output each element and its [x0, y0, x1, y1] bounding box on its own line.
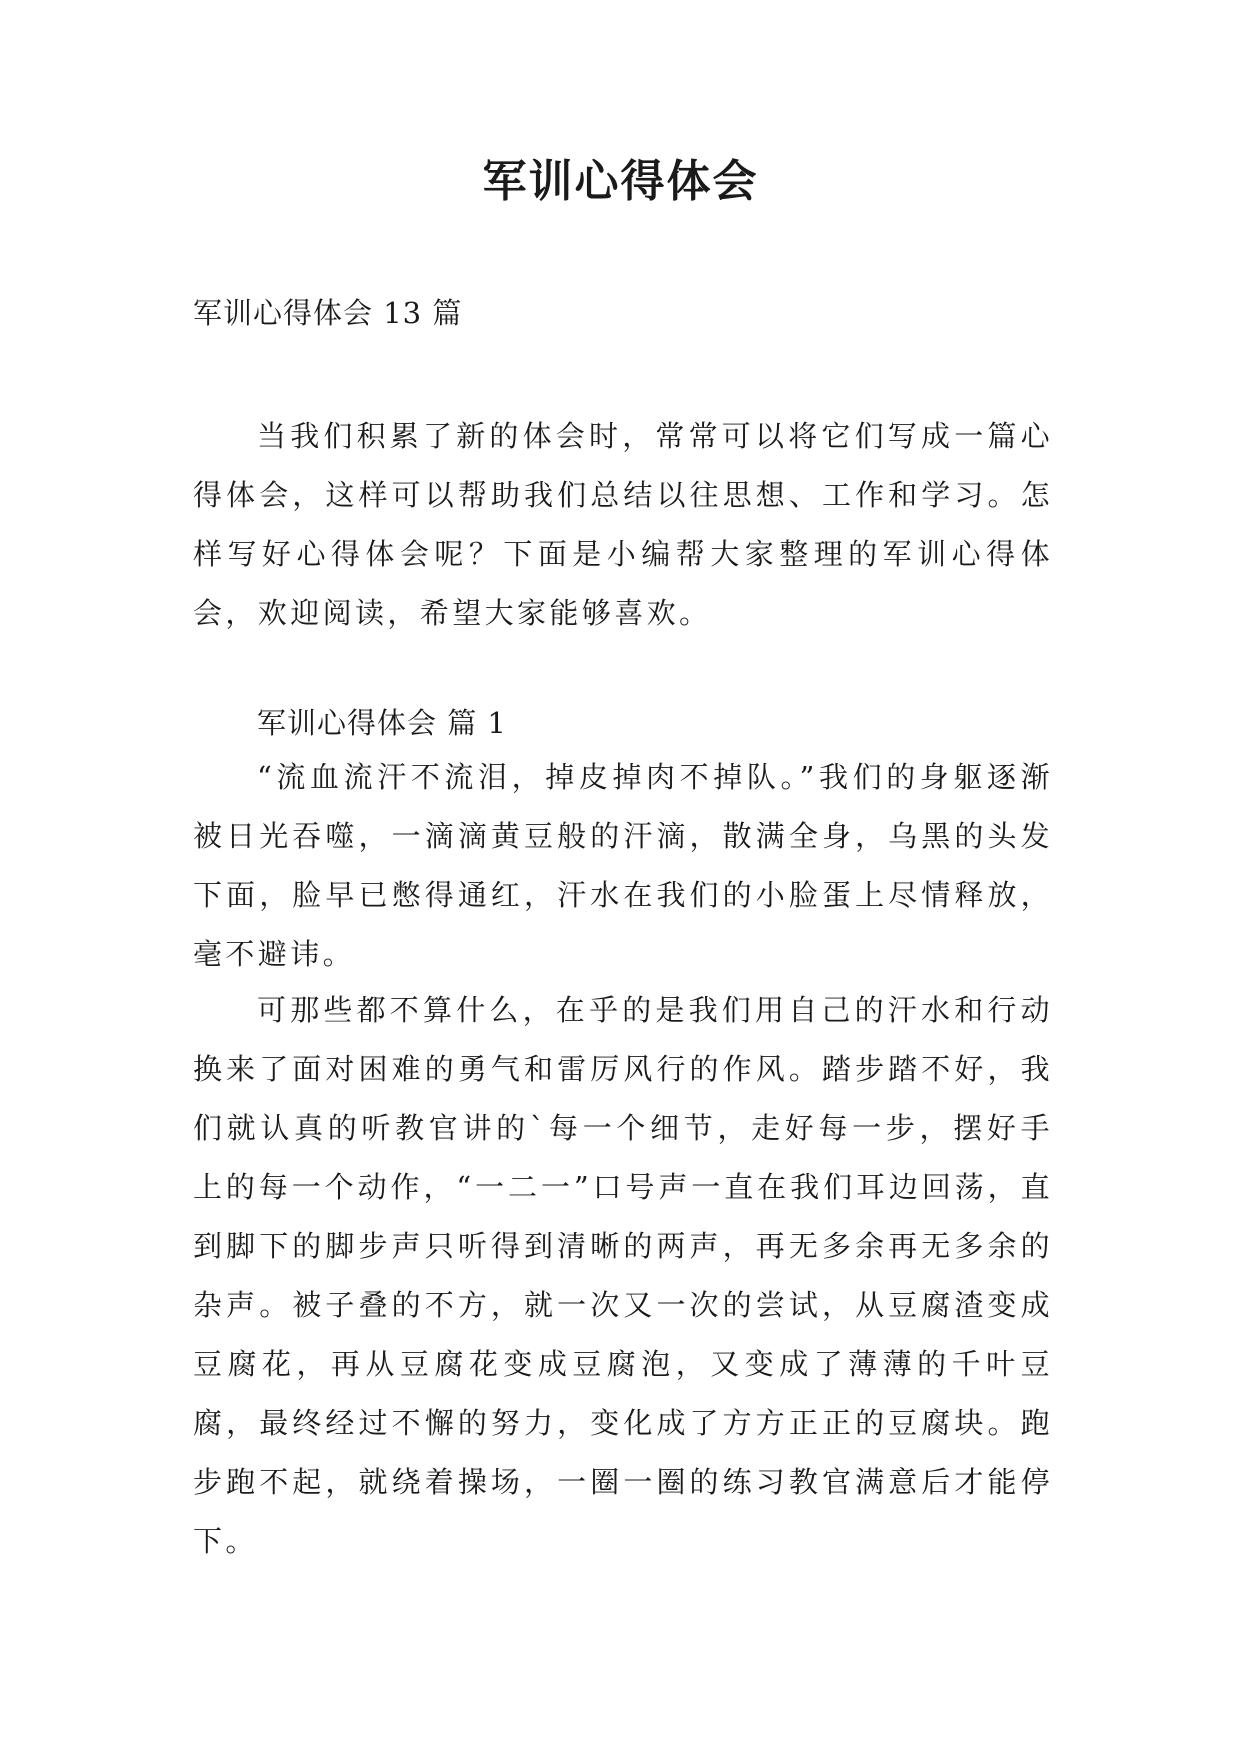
- intro-paragraph: 当我们积累了新的体会时，常常可以将它们写成一篇心得体会，这样可以帮助我们总结以往思想、工作和学习。怎样写好心得体会呢？下面是小编帮大家整理的军训心得体会，欢迎阅读，希望大家能够喜欢。: [193, 419, 1053, 630]
- section-heading: 军训心得体会 篇 1: [257, 706, 507, 740]
- body-paragraph: 可那些都不算什么，在乎的是我们用自己的汗水和行动换来了面对困难的勇气和雷厉风行的作风。踏步踏不好，我们就认真的听教官讲的`每一个细节，走好每一步，摆好手上的每一个动作，“一二一”口号声一直在我们耳边回荡，直到脚下的脚步声只听得到清晰的两声，再无多余再无多余的杂声。被子叠的不方，就一次又一次的尝试，从豆腐渣变成豆腐花，再从豆腐花变成豆腐泡，又变成了薄薄的千叶豆腐，最终经过不懈的努力，变化成了方方正正的豆腐块。跑步跑不起，就绕着操场，一圈一圈的练习教官满意后才能停下。: [193, 993, 1053, 1558]
- document-subtitle: 军训心得体会 13 篇: [193, 296, 463, 330]
- body-paragraph: “流血流汗不流泪，掉皮掉肉不掉队。”我们的身躯逐渐被日光吞噬，一滴滴黄豆般的汗滴，散满全身，乌黑的头发下面，脸早已憋得通红，汗水在我们的小脸蛋上尽情释放，毫不避讳。: [193, 760, 1053, 971]
- document-title: 军训心得体会: [482, 156, 759, 207]
